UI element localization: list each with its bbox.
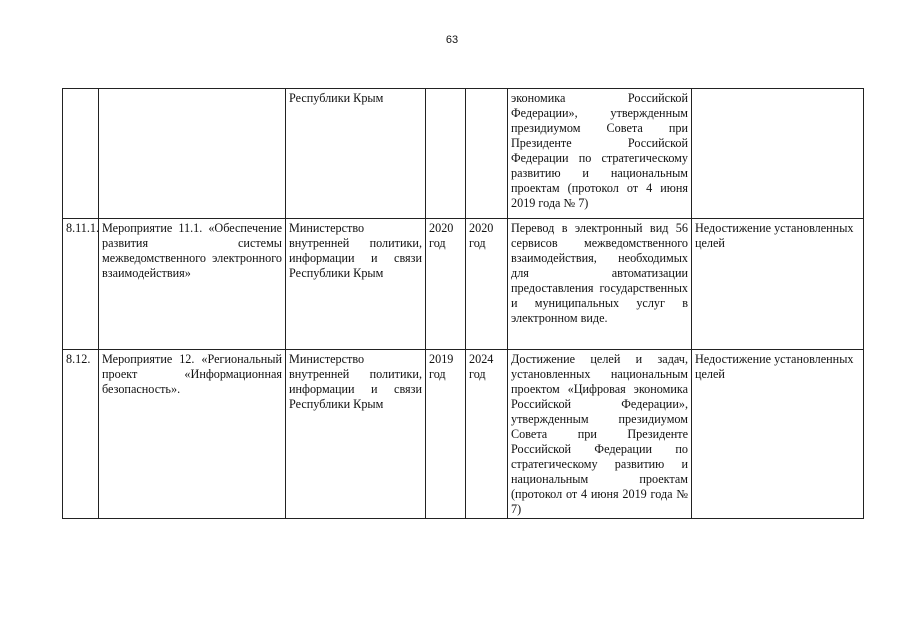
event-name: Мероприятие 11.1. «Обеспечение развития системы межведомственного электронного взаимодействия» — [99, 219, 286, 350]
consequence: Недостижение установленных целей — [692, 350, 864, 519]
row-number: 8.12. — [63, 350, 99, 519]
executor: Министерство внутренней политики, информации и связи Республики Крым — [286, 219, 426, 350]
table-row — [63, 350, 864, 519]
end-year: 2024 год — [466, 350, 508, 519]
expected-result: Перевод в электронный вид 56 сервисов межведомственного взаимодействия, необходимых для автоматизации предоставления государственных и муниципальных услуг в электронном виде. — [508, 219, 692, 350]
consequence — [692, 89, 864, 219]
start-year — [426, 89, 466, 219]
end-year — [466, 89, 508, 219]
executor: Республики Крым — [286, 89, 426, 219]
consequence: Недостижение установленных целей — [692, 219, 864, 350]
measures-table — [62, 88, 864, 519]
row-number: 8.11.1. — [63, 219, 99, 350]
expected-result: Достижение целей и задач, установленных национальным проектом «Цифровая экономика Российской Федерации», утвержденным президиумом Совета при Президенте Российской Федерации по стратегическому развитию и национальным проектам (протокол от 4 июня 2019 года № 7) — [508, 350, 692, 519]
executor: Министерство внутренней политики, информации и связи Республики Крым — [286, 350, 426, 519]
start-year: 2019 год — [426, 350, 466, 519]
row-number — [63, 89, 99, 219]
end-year: 2020 год — [466, 219, 508, 350]
start-year: 2020 год — [426, 219, 466, 350]
page-number: 63 — [445, 34, 459, 46]
expected-result: экономика Российской Федерации», утвержденным президиумом Совета при Президенте Российской Федерации по стратегическому развитию и национальным проектам (протокол от 4 июня 2019 года № 7) — [508, 89, 692, 219]
event-name: Мероприятие 12. «Региональный проект «Информационная безопасность». — [99, 350, 286, 519]
table-row — [63, 219, 864, 350]
event-name — [99, 89, 286, 219]
table-row — [63, 89, 864, 219]
